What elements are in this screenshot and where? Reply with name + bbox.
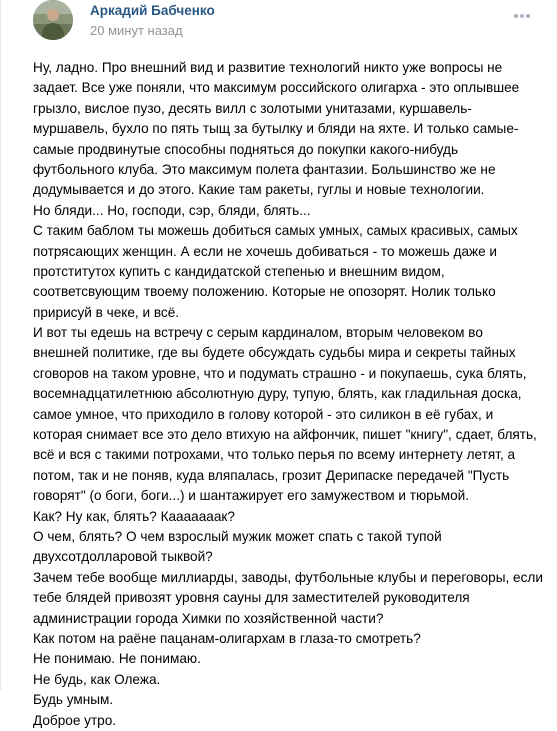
- post-text-line: всё и вся с такими потрохами, что только перья по всему интернету летят, а: [33, 447, 516, 463]
- post-text-line: И вот ты едешь на встречу с серым кардиналом, вторым человеком во: [33, 325, 483, 341]
- post-text-line: Как? Ну как, блять? Кааааааак?: [33, 508, 235, 524]
- author-name[interactable]: Аркадий Бабченко: [90, 3, 215, 18]
- post-text-line: самое умное, что приходило в голову которой - это силикон в её губах, и: [33, 406, 494, 422]
- more-horizontal-icon[interactable]: [513, 8, 531, 18]
- post-text-line: додумывается и до этого. Какие там ракеты, гуглы и новые технологии.: [33, 182, 485, 198]
- post-text-line: Зачем тебе вообще миллиарды, заводы, футбольные клубы и переговоры, если: [33, 569, 543, 585]
- post-time[interactable]: 20 минут назад: [90, 23, 183, 38]
- post-text-line: муршавель, бухло по пять тыщ за бутылку и бляди на яхте. И только самые-: [33, 121, 519, 137]
- post-text-line: соответсвующим твоему положению. Которые не опозорят. Нолик только: [33, 284, 496, 300]
- post-text-line: Доброе утро.: [33, 712, 117, 728]
- post-text-line: задает. Все уже поняли, что максимум российского олигарха - это оплывшее: [33, 80, 520, 96]
- post-text-line: внешней политике, где вы будете обсуждать судьбы мира и секреты тайных: [33, 345, 516, 361]
- post-text-line: Как потом на раёне пацанам-олигархам в глаза-то смотреть?: [33, 630, 421, 646]
- post-text-line: Ну, ладно. Про внешний вид и развитие технологий никто уже вопросы не: [33, 60, 503, 75]
- post-text-line: Не будь, как Олежа.: [33, 671, 161, 687]
- post-text-line: сговоров на таком уровне, что и подумать страшно - и покупаешь, сука блять,: [33, 365, 527, 381]
- post-text-line: тебе блядей привозят уровня сауны для заместителей руководителя: [33, 590, 470, 606]
- post-text-line: О чем, блять? О чем взрослый мужик может спать с такой тупой: [33, 528, 442, 544]
- post-text-line: пририсуй в чеке, и всё.: [33, 304, 180, 320]
- avatar-photo-icon: [33, 0, 73, 40]
- post-text-line: Будь умным.: [33, 692, 114, 708]
- post-text-line: говорят" (о боги, боги...) и шантажирует его замужеством и тюрьмой.: [33, 488, 470, 504]
- post-header: [1, 0, 557, 52]
- author-avatar[interactable]: [33, 0, 73, 40]
- post-text-line: самые продвинутые способны подняться до покупки какого-нибудь: [33, 141, 459, 157]
- post-text-line: которая снимает все это дело втихую на айфончик, пишет "книгу", сдает, блять,: [33, 427, 537, 443]
- post-text-line: Но бляди... Но, господи, сэр, бляди, блять...: [33, 202, 311, 218]
- post-text-line: потом, так и не поняв, куда вляпалась, грозит Дерипаске передачей "Пусть: [33, 467, 510, 483]
- post-text-line: С таким баблом ты можешь добиться самых умных, самых красивых, самых: [33, 223, 518, 239]
- post-text-line: администрации города Химки по хозяйственной части?: [33, 610, 384, 626]
- post-text-line: восемнадцатилетнюю абсолютную дуру, тупую, блять, как гладильная доска,: [33, 386, 522, 402]
- post-text-line: потрясающих женщин. А если не хочешь добиваться - то можешь даже и: [33, 243, 498, 259]
- post-text-line: протститутох купить с кандидатской степенью и внешним видом,: [33, 263, 445, 279]
- post-text-line: Не понимаю. Не понимаю.: [33, 651, 201, 667]
- post-text-line: футбольного клуба. Это максимум полета фантазии. Большинство же не: [33, 161, 496, 177]
- post-text-line: двухсотдолларовой тыквой?: [33, 549, 213, 565]
- post-text: [33, 58, 541, 731]
- post-text-line: грызло, вислое пузо, десять вилл с золотыми унитазами, куршавель-: [33, 100, 472, 116]
